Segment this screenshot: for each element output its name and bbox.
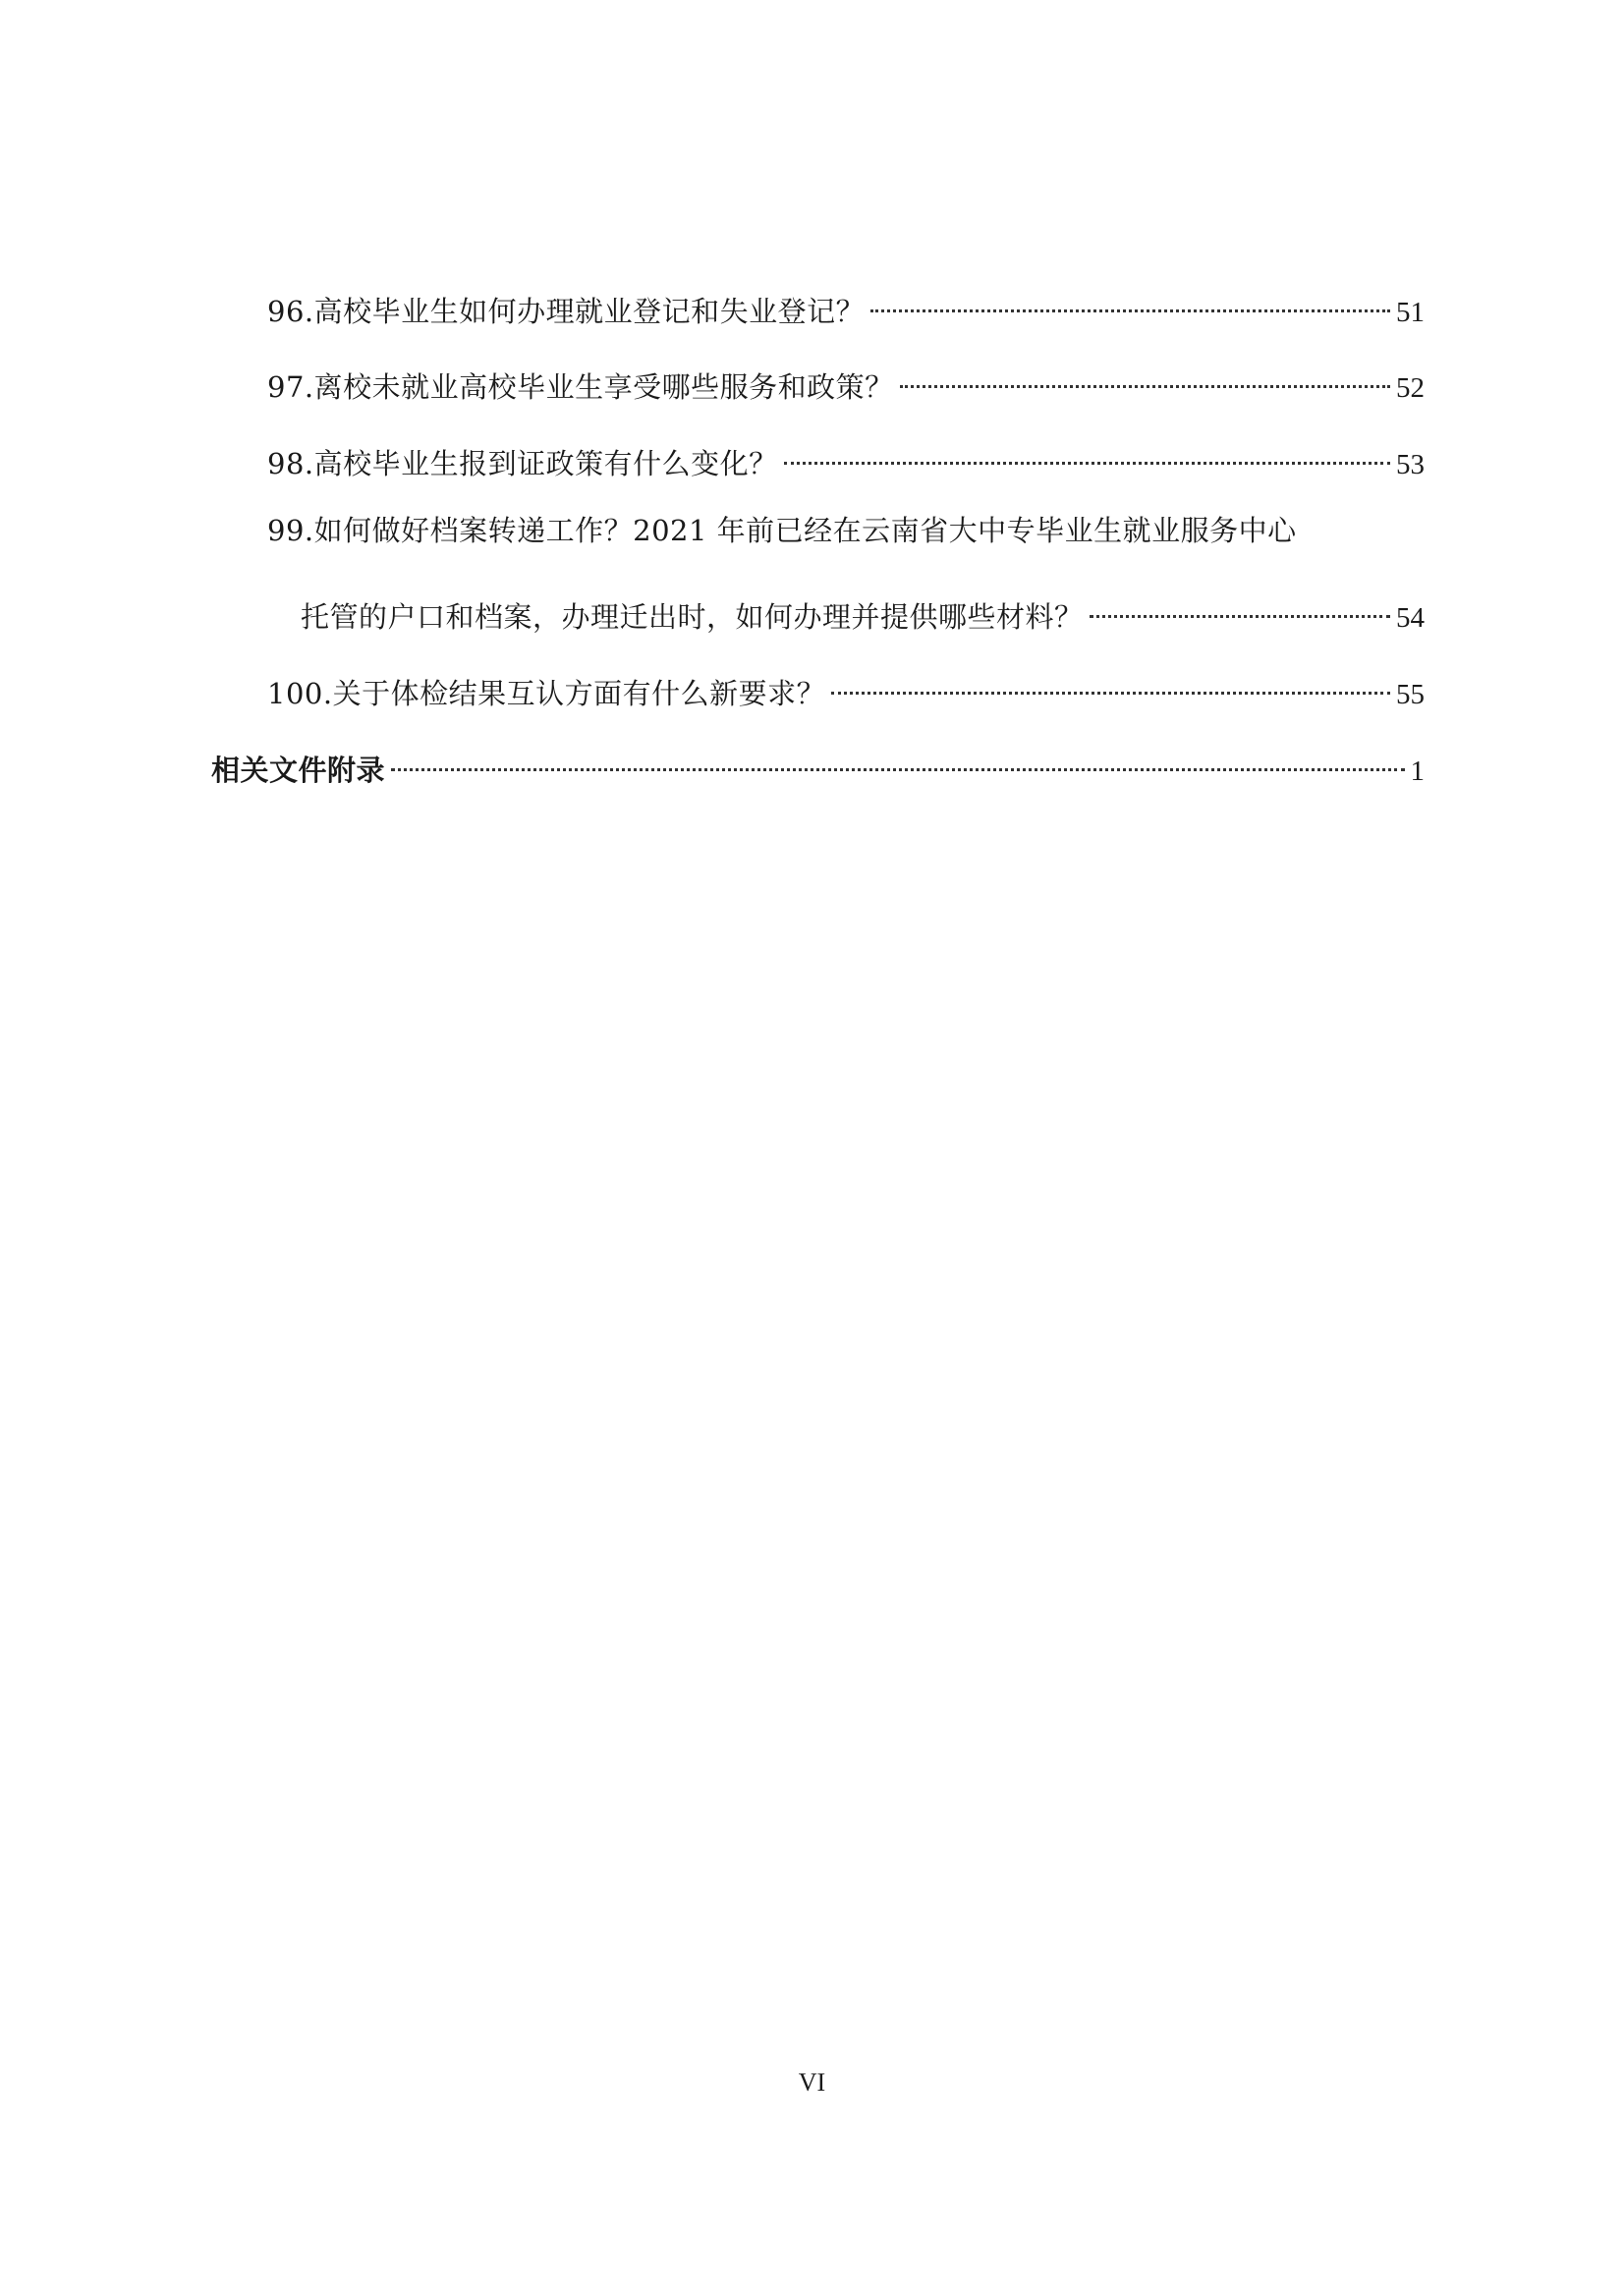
toc-dot-leader xyxy=(784,434,1390,474)
toc-entry-title: 100.关于体检结果互认方面有什么新要求？ xyxy=(267,677,826,710)
toc-entry-title: 98.高校毕业生报到证政策有什么变化？ xyxy=(267,447,778,480)
toc-entry-title: 99.如何做好档案转递工作？2021 年前已经在云南省大中专毕业生就业服务中心 xyxy=(267,514,1297,547)
toc-entry-page: 55 xyxy=(1396,679,1425,710)
toc-dot-leader xyxy=(1090,588,1390,627)
page-number: VI xyxy=(798,2068,826,2097)
toc-entry-98[interactable] xyxy=(267,434,1425,480)
toc-entry-97[interactable] xyxy=(267,358,1425,404)
toc-entry-title: 97.离校未就业高校毕业生享受哪些服务和政策？ xyxy=(267,370,894,404)
toc-entry-appendix[interactable] xyxy=(211,741,1425,787)
toc-entry-page: 51 xyxy=(1396,297,1425,328)
toc-dot-leader xyxy=(900,358,1390,397)
toc-entry-page: 1 xyxy=(1410,756,1425,787)
toc-entry-99-line2[interactable] xyxy=(301,588,1425,634)
toc-entry-title-continuation: 托管的户口和档案，办理迁出时，如何办理并提供哪些材料？ xyxy=(301,600,1084,634)
toc-entry-title: 相关文件附录 xyxy=(211,754,386,787)
toc-dot-leader xyxy=(831,664,1390,703)
toc-entry-page: 52 xyxy=(1396,372,1425,404)
toc-entry-99-line1[interactable] xyxy=(267,511,1297,550)
toc-entry-96[interactable] xyxy=(267,282,1425,328)
toc-entry-page: 54 xyxy=(1396,602,1425,634)
toc-entry-title: 96.高校毕业生如何办理就业登记和失业登记？ xyxy=(267,295,866,328)
toc-entry-100[interactable] xyxy=(267,664,1425,710)
toc-dot-leader xyxy=(870,282,1390,321)
toc-entry-page: 53 xyxy=(1396,449,1425,480)
toc-dot-leader xyxy=(391,741,1404,780)
